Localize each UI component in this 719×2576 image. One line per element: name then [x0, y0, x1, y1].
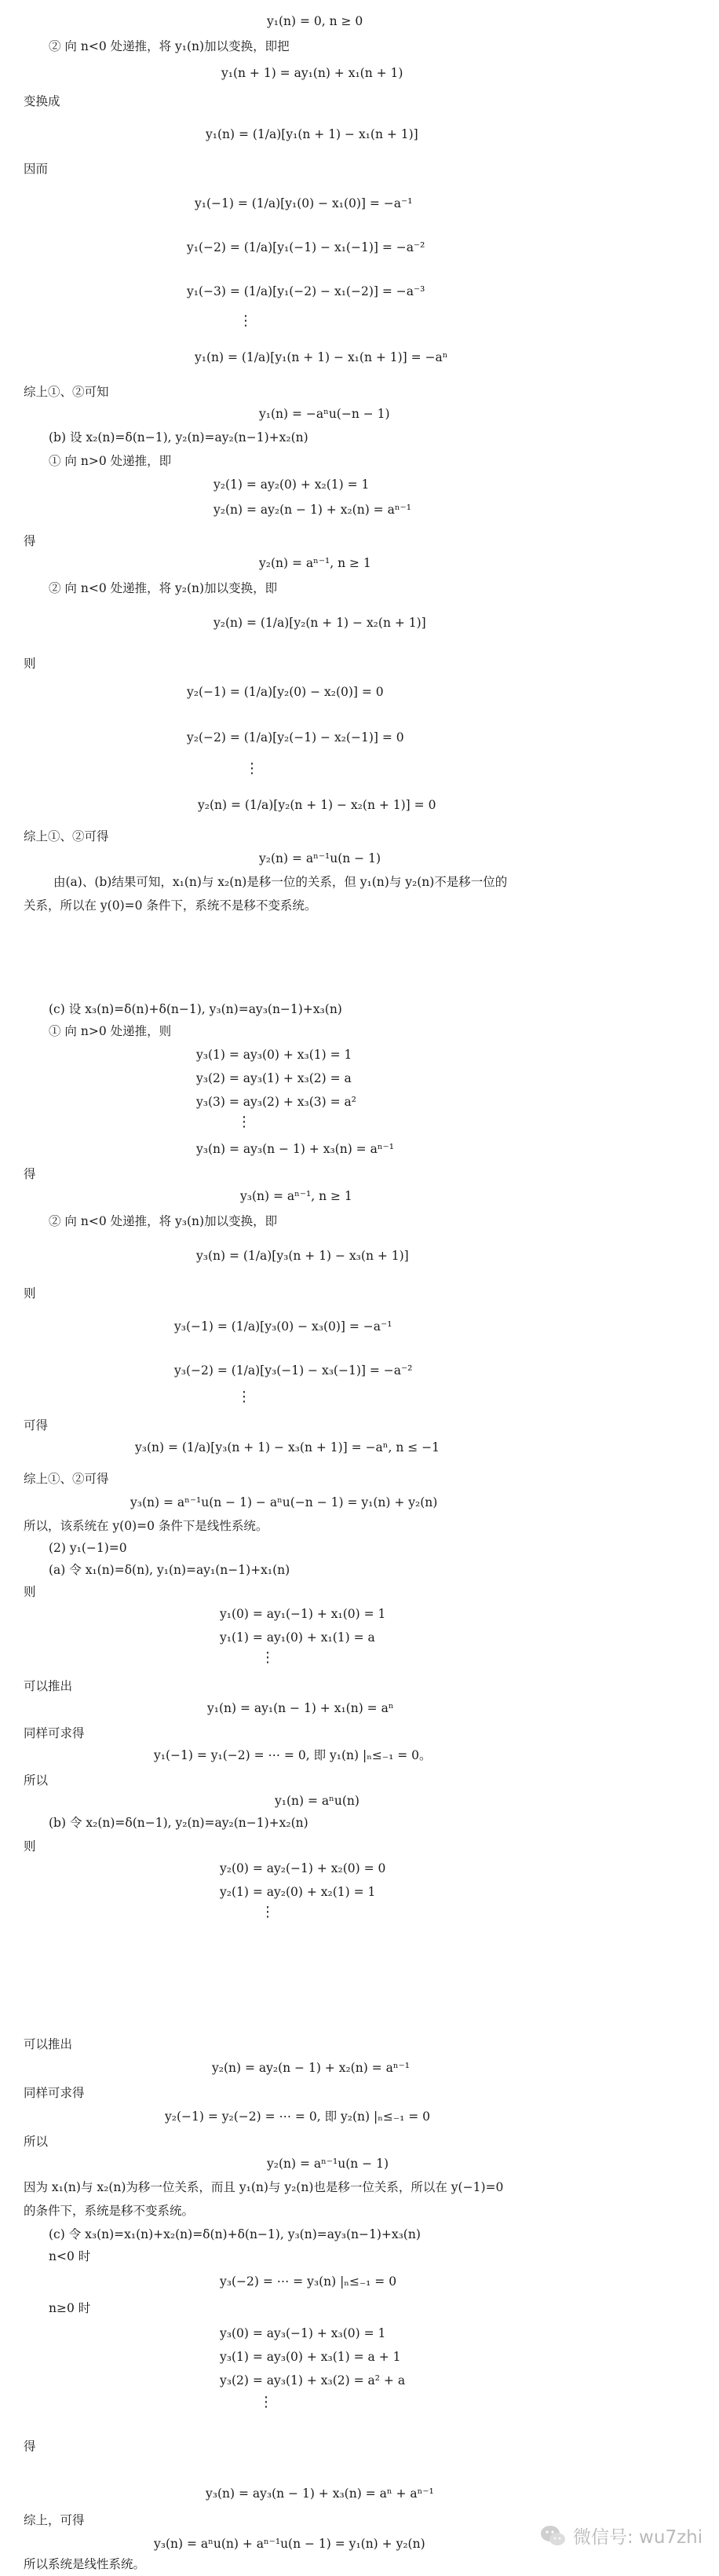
- equation: y₂(−1) = y₂(−2) = ⋯ = 0, 即 y₂(n) |ₙ≤₋₁ = 0: [165, 2109, 430, 2124]
- text-line: 由(a)、(b)结果可知，x₁(n)与 x₂(n)是移一位的关系，但 y₁(n)与 y₂(n)不是移一位的: [53, 875, 508, 889]
- equation: y₂(n) = ay₂(n − 1) + x₂(n) = aⁿ⁻¹: [214, 503, 411, 517]
- equation: y₂(n) = aⁿ⁻¹u(n − 1): [259, 851, 381, 865]
- equation: y₂(n) = (1/a)[y₂(n + 1) − x₂(n + 1)]: [214, 616, 426, 630]
- text-line: 的条件下，系统是移不变系统。: [24, 2204, 195, 2218]
- equation: y₃(n) = (1/a)[y₃(n + 1) − x₃(n + 1)] = −aⁿ, n ≤ −1: [135, 1440, 440, 1454]
- equation: y₃(−2) = ⋯ = y₃(n) |ₙ≤₋₁ = 0: [220, 2274, 397, 2289]
- text-line: 得: [24, 2439, 36, 2453]
- equation: y₁(n) = ay₁(n − 1) + x₁(n) = aⁿ: [207, 1701, 394, 1715]
- equation: y₁(0) = ay₁(−1) + x₁(0) = 1: [220, 1607, 386, 1621]
- equation: y₁(n) = (1/a)[y₁(n + 1) − x₁(n + 1)]: [206, 127, 418, 141]
- wechat-watermark: [540, 2523, 703, 2549]
- text-line: 所以: [24, 1773, 49, 1787]
- text-line: (a) 令 x₁(n)=δ(n), y₁(n)=ay₁(n−1)+x₁(n): [49, 1563, 290, 1577]
- equation: y₁(−2) = (1/a)[y₁(−1) − x₁(−1)] = −a⁻²: [187, 240, 425, 254]
- text-line: 得: [24, 1167, 36, 1181]
- equation: y₁(n) = −aⁿu(−n − 1): [259, 407, 390, 421]
- ellipsis: ⋮: [237, 1114, 251, 1130]
- text-line: 综上①、②可知: [24, 385, 109, 399]
- text-line: 则: [24, 1585, 36, 1599]
- text-line: 关系，所以在 y(0)=0 条件下，系统不是移不变系统。: [24, 898, 317, 913]
- text-line: 则: [24, 657, 36, 671]
- equation: y₃(1) = ay₃(0) + x₃(1) = a + 1: [220, 2350, 401, 2364]
- equation: y₃(3) = ay₃(2) + x₃(3) = a²: [196, 1095, 356, 1109]
- text-line: ② 向 n<0 处递推，将 y₁(n)加以变换，即把: [49, 39, 290, 53]
- ellipsis: ⋮: [245, 760, 259, 777]
- equation: y₃(−2) = (1/a)[y₃(−1) − x₃(−1)] = −a⁻²: [174, 1363, 413, 1378]
- text-line: 得: [24, 534, 36, 548]
- equation: y₁(n) = (1/a)[y₁(n + 1) − x₁(n + 1)] = −aⁿ: [195, 350, 448, 364]
- equation: y₃(−1) = (1/a)[y₃(0) − x₃(0)] = −a⁻¹: [174, 1319, 392, 1334]
- equation: y₃(1) = ay₃(0) + x₃(1) = 1: [196, 1048, 352, 1062]
- equation: y₂(1) = ay₂(0) + x₂(1) = 1: [220, 1885, 376, 1899]
- equation: y₃(n) = aⁿu(n) + aⁿ⁻¹u(n − 1) = y₁(n) + y₂(n): [154, 2537, 425, 2551]
- text-line: ① 向 n>0 处递推，即: [49, 454, 172, 468]
- text-line: 则: [24, 1839, 36, 1853]
- text-line: (b) 令 x₂(n)=δ(n−1), y₂(n)=ay₂(n−1)+x₂(n): [49, 1816, 308, 1830]
- ellipsis: ⋮: [239, 313, 253, 329]
- text-line: (c) 令 x₃(n)=x₁(n)+x₂(n)=δ(n)+δ(n−1), y₃(n)=ay₃(n−1)+x₃(n): [49, 2227, 421, 2241]
- equation: y₃(n) = ay₃(n − 1) + x₃(n) = aⁿ⁻¹: [196, 1142, 394, 1156]
- text-line: 所以，该系统在 y(0)=0 条件下是线性系统。: [24, 1519, 268, 1533]
- equation: y₃(2) = ay₃(1) + x₃(2) = a² + a: [220, 2373, 406, 2388]
- text-line: ② 向 n<0 处递推，将 y₂(n)加以变换，即: [49, 581, 278, 595]
- text-line: 可得: [24, 1418, 49, 1433]
- equation: y₂(n) = aⁿ⁻¹, n ≥ 1: [259, 556, 371, 570]
- equation: y₁(1) = ay₁(0) + x₁(1) = a: [220, 1630, 375, 1645]
- ellipsis: ⋮: [259, 2394, 273, 2410]
- equation: y₂(n) = aⁿ⁻¹u(n − 1): [267, 2157, 389, 2171]
- equation: y₂(1) = ay₂(0) + x₂(1) = 1: [214, 478, 370, 492]
- equation: y₂(0) = ay₂(−1) + x₂(0) = 0: [220, 1861, 386, 1875]
- equation: y₃(n) = ay₃(n − 1) + x₃(n) = aⁿ + aⁿ⁻¹: [206, 2486, 434, 2501]
- equation: y₃(2) = ay₃(1) + x₃(2) = a: [196, 1071, 352, 1085]
- text-line: 则: [24, 1286, 36, 1301]
- equation: y₁(n) = 0, n ≥ 0: [267, 14, 363, 28]
- ellipsis: ⋮: [261, 1649, 275, 1666]
- equation: y₁(−1) = y₁(−2) = ⋯ = 0, 即 y₁(n) |ₙ≤₋₁ = 0。: [154, 1748, 432, 1762]
- equation: y₁(n + 1) = ay₁(n) + x₁(n + 1): [221, 66, 403, 80]
- equation: y₃(0) = ay₃(−1) + x₃(0) = 1: [220, 2326, 386, 2340]
- text-line: 同样可求得: [24, 1726, 85, 1740]
- text-line: 因而: [24, 162, 49, 176]
- text-line: 所以: [24, 2135, 49, 2149]
- wechat-icon: [540, 2524, 567, 2548]
- ellipsis: ⋮: [261, 1904, 275, 1920]
- text-line: 综上，可得: [24, 2513, 85, 2527]
- equation: y₁(−1) = (1/a)[y₁(0) − x₁(0)] = −a⁻¹: [195, 196, 413, 210]
- text-line: (b) 设 x₂(n)=δ(n−1), y₂(n)=ay₂(n−1)+x₂(n): [49, 430, 308, 445]
- watermark-text: 微信号: wu7zhi: [573, 2527, 703, 2548]
- text-line: 所以系统是线性系统。: [24, 2557, 146, 2571]
- equation: y₃(n) = aⁿ⁻¹u(n − 1) − aⁿu(−n − 1) = y₁(n) + y₂(n): [130, 1495, 438, 1509]
- text-line: n≥0 时: [49, 2301, 91, 2315]
- equation: y₂(−1) = (1/a)[y₂(0) − x₂(0)] = 0: [187, 685, 384, 699]
- text-line: 可以推出: [24, 2037, 73, 2051]
- equation: y₃(n) = (1/a)[y₃(n + 1) − x₃(n + 1)]: [196, 1249, 409, 1263]
- text-line: 同样可求得: [24, 2086, 85, 2100]
- text-line: n<0 时: [49, 2249, 91, 2263]
- text-line: (2) y₁(−1)=0: [49, 1541, 127, 1555]
- equation: y₂(n) = (1/a)[y₂(n + 1) − x₂(n + 1)] = 0: [198, 798, 436, 812]
- text-line: 可以推出: [24, 1679, 73, 1693]
- text-line: 变换成: [24, 94, 60, 108]
- text-line: 因为 x₁(n)与 x₂(n)为移一位关系，而且 y₁(n)与 y₂(n)也是移一位关系，所以在 y(−1)=0: [24, 2180, 504, 2194]
- equation: y₂(−2) = (1/a)[y₂(−1) − x₂(−1)] = 0: [187, 730, 404, 745]
- text-line: ② 向 n<0 处递推，将 y₃(n)加以变换，即: [49, 1214, 278, 1228]
- ellipsis: ⋮: [237, 1389, 251, 1405]
- equation: y₃(n) = aⁿ⁻¹, n ≥ 1: [240, 1189, 352, 1203]
- text-line: 综上①、②可得: [24, 1472, 109, 1486]
- equation: y₁(n) = aⁿu(n): [275, 1794, 360, 1808]
- text-line: 综上①、②可得: [24, 829, 109, 843]
- text-line: ① 向 n>0 处递推，则: [49, 1024, 172, 1038]
- text-line: (c) 设 x₃(n)=δ(n)+δ(n−1), y₃(n)=ay₃(n−1)+x₃(n): [49, 1002, 342, 1016]
- equation: y₁(−3) = (1/a)[y₁(−2) − x₁(−2)] = −a⁻³: [187, 284, 425, 298]
- equation: y₂(n) = ay₂(n − 1) + x₂(n) = aⁿ⁻¹: [212, 2061, 410, 2075]
